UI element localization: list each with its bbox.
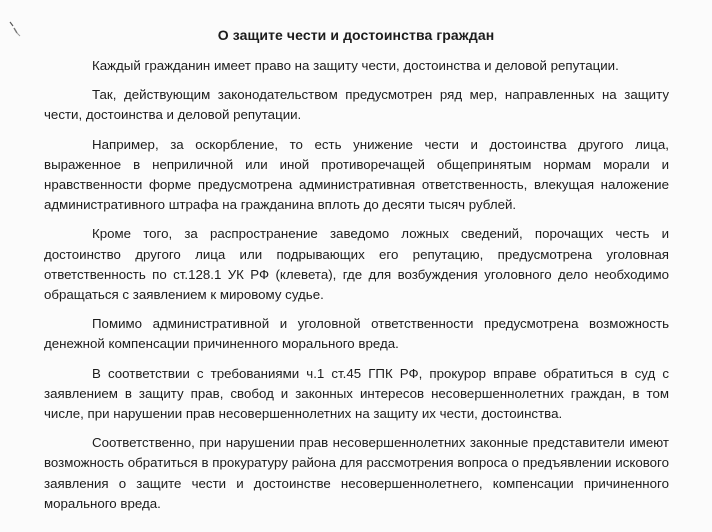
document-title: О защите чести и достоинства граждан	[217, 27, 495, 43]
paragraph-defamation-liability: Кроме того, за распространение заведомо ложных сведений, порочащих честь и достоинство другого лица или подрывающих его репутацию, предусмотрена уголовная ответственность по ст.128.1 УК РФ (клевета), где для возбуждения уголовного дело необходимо обращаться с заявлением к мировому судье.	[44, 226, 669, 303]
paragraph-insult-liability: Например, за оскорбление, то есть унижение чести и достоинства другого лица, выраженное в неприличной или иной противоречащей общепринятым нормам морали и нравственности форме предусмотрена административная ответственность, влекущая наложение административного штрафа на гражданина вплоть до десяти тысяч рублей.	[44, 136, 669, 213]
paragraph-prosecutor-rights: В соответствии с требованиями ч.1 ст.45 ГПК РФ, прокурор вправе обратиться в суд с заявлением в защиту прав, свобод и законных интересов несовершеннолетних граждан, в том числе, при нарушении прав несовершеннолетних на защиту их чести, достоинства.	[44, 365, 669, 422]
paragraph-legal-measures: Так, действующим законодательством предусмотрен ряд мер, направленных на защиту чести, достоинства и деловой репутации.	[44, 87, 669, 123]
document-body	[44, 56, 669, 514]
paragraph-moral-damages: Помимо административной и уголовной ответственности предусмотрена возможность денежной компенсации причиненного морального вреда.	[44, 316, 669, 352]
paragraph-right-to-protection: Каждый гражданин имеет право на защиту чести, достоинства и деловой репутации.	[92, 58, 619, 73]
paragraph-legal-representatives: Соответственно, при нарушении прав несовершеннолетних законные представители имеют возможность обратиться в прокуратуру района для рассмотрения вопроса о предъявлении искового заявления о защите чести и достоинстве несовершеннолетнего, компенсации причиненного морального вреда.	[44, 435, 669, 511]
